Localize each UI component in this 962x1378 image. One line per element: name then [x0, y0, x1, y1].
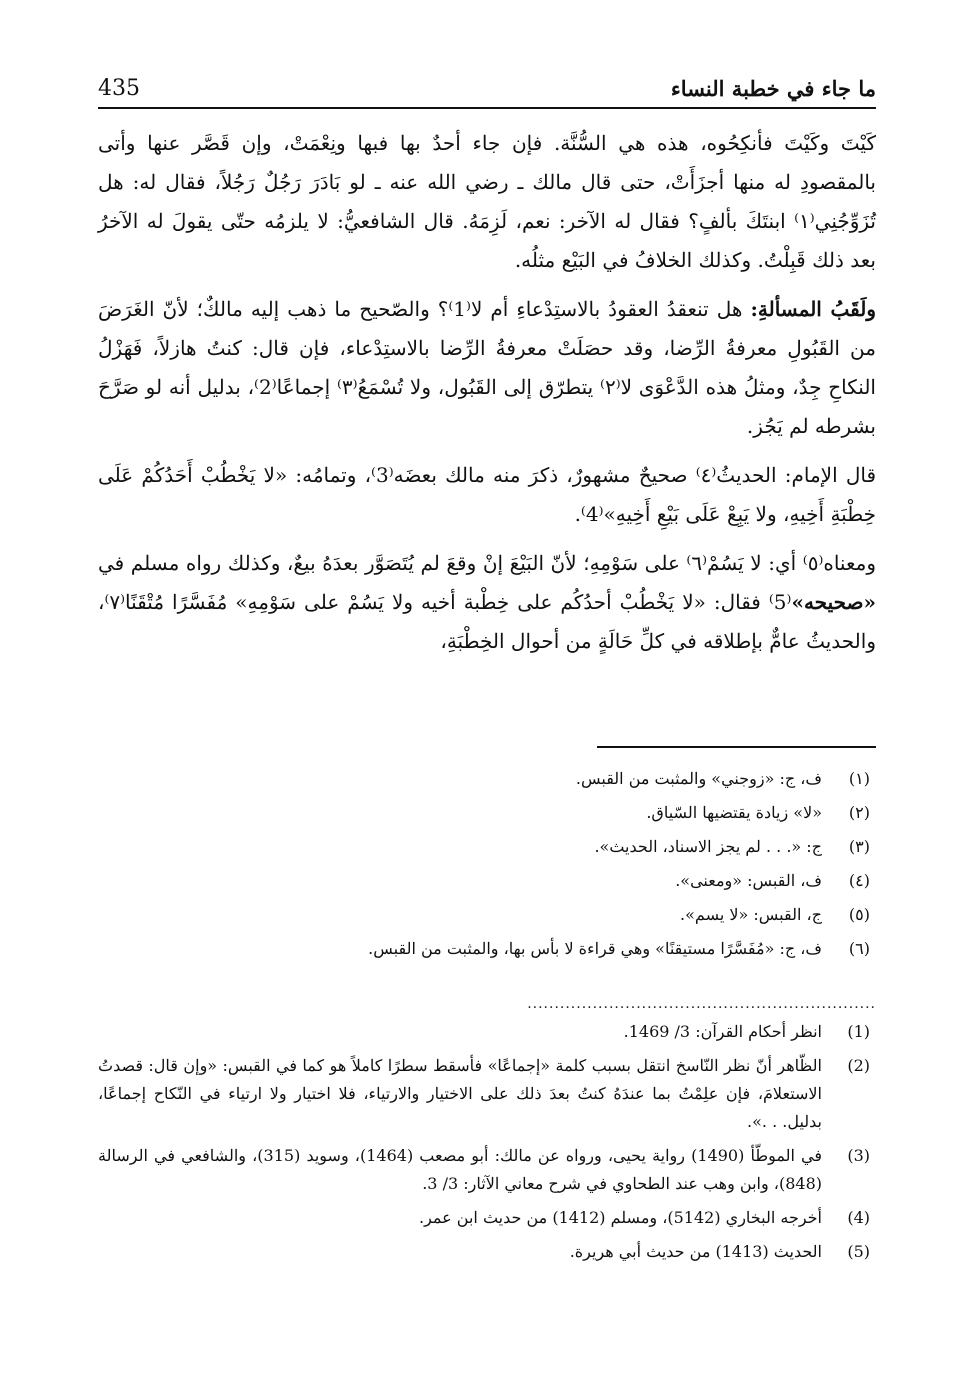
footnote-number: (٤) — [848, 871, 870, 890]
footnote-number: (٥) — [848, 905, 870, 924]
running-title: ما جاء في خطبة النساء — [670, 76, 876, 101]
footnote-text: في الموطّأ (1490) رواية يحيى، ورواه عن مالك: أبو مصعب (1464)، وسويد (315)، والشافعي في الرسالة (848)، وابن وهب عند الطحاوي في شرح معاني الآثار: 3/ 3. — [98, 1146, 822, 1193]
footnote-item — [98, 932, 876, 966]
footnote-item — [98, 864, 876, 898]
footnote-item — [98, 1238, 876, 1266]
paragraph-2-lead: ولَقَبُ المسألةِ: — [750, 297, 877, 321]
variant-footnotes — [98, 762, 876, 966]
footnote-item — [98, 1018, 876, 1046]
footnote-text: ج، القبس: «لا يسم». — [680, 905, 822, 924]
footnote-text: الحديث (1413) من حديث أبي هريرة. — [569, 1242, 822, 1261]
footnote-text: ف، القبس: «ومعنى». — [675, 871, 822, 890]
footnote-text: أخرجه البخاري (5142)، ومسلم (1412) من حديث ابن عمر. — [418, 1208, 822, 1227]
footnote-item — [98, 898, 876, 932]
book-title: «صحيحه» — [791, 590, 876, 614]
footnote-text: ف، ج: «مُفَسَّرًا مستيقنًا» وهي قراءة لا بأس بها، والمثبت من القبس. — [368, 939, 822, 958]
footnote-separator — [597, 746, 876, 748]
footnote-item — [98, 762, 876, 796]
footnote-item — [98, 796, 876, 830]
footnote-number: (1) — [847, 1022, 870, 1041]
page-header — [98, 64, 876, 104]
footnote-item — [98, 1204, 876, 1232]
footnote-item — [98, 830, 876, 864]
footnote-number: (2) — [847, 1056, 870, 1075]
paragraph-1: كَيْتَ وكَيْتَ فأنكِحُوه، هذه هي السُّنَّة. فإن جاء أحدٌ بها فبها ونِعْمَتْ، وإن قَصَّر عنها وأتى بالمقصودِ له منها أجزَأَتْ، حتى قال مالك ـ رضي الله عنه ـ لو بَادَرَ رَجُلٌ رَجُلاً، فقال له: هل تُزَوِّجُنِي⁽١⁾ ابنتَكَ بألفٍ؟ فقال له الآخر: نعم، لَزِمَهُ. قال الشافعيُّ: لا يلزمُه حتّى يقولَ له الآخرُ بعد ذلك قَبِلْتُ. وكذلك الخلافُ في البَيْع مثلُه. — [98, 131, 877, 272]
footnote-number: (٢) — [848, 803, 870, 822]
dotted-separator: ................................................................ — [527, 996, 876, 1012]
footnote-number: (5) — [847, 1242, 870, 1261]
footnote-number: (١) — [848, 769, 870, 788]
footnote-text: ج: «. . . لم يجز الاسناد، الحديث». — [594, 837, 822, 856]
editor-footnotes — [98, 1018, 876, 1272]
footnote-number: (٣) — [848, 837, 870, 856]
paragraph-4-b: ⁽5⁾ فقال: «لا يَخْطُبْ أحدُكُم على خِطْبة أخيه ولا يَسُمْ على سَوْمِهِ» مُفَسَّرًا مُتْقَنًا⁽٧⁾، والحديثُ عامٌّ بإطلاقه في كلِّ حَالَةٍ من أحوال الخِطْبَةِ، — [98, 590, 876, 653]
footnote-number: (4) — [847, 1208, 870, 1227]
footnote-text: انظر أحكام القرآن: 3/ 1469. — [623, 1022, 822, 1041]
paragraph-2-text: هل تنعقدُ العقودُ بالاستِدْعاءِ أم لا⁽1⁾؟ والصّحيح ما ذهب إليه مالكٌ؛ لأنّ الغَرَضَ من القَبُولِ معرفةُ الرِّضا، وقد حصَلَتْ معرفةُ الرِّضا بالاستِدْعاء، فإن قال: كنتُ هازلاً، فَهَزْلُ النكاحِ جِدٌ، ومثلُ هذه الدَّعْوَى لا⁽٢⁾ يتطرّق إلى القَبُول، ولا تُسْمَعُ⁽٣⁾ إجماعًا⁽2⁾، بدليل أنه لو صَرَّحَ بشرطه لم يَجُز. — [98, 297, 876, 438]
paragraph-2 — [98, 290, 876, 446]
paragraph-4 — [98, 544, 876, 661]
footnote-item — [98, 1142, 876, 1198]
footnote-text: «لا» زيادة يقتضيها السّياق. — [646, 803, 822, 822]
header-rule — [98, 107, 876, 109]
footnote-item — [98, 1052, 876, 1136]
footnote-text: ف، ج: «زوجني» والمثبت من القبس. — [575, 769, 822, 788]
paragraph-4-a: ومعناه⁽٥⁾ أي: لا يَسُمْ⁽٦⁾ على سَوْمِهِ؛ لأنّ البَيْعَ إنْ وقعَ لم يُتَصَوَّر بعدَهُ بيعٌ، وكذلك رواه مسلم في — [98, 551, 876, 575]
footnote-number: (٦) — [848, 939, 870, 958]
page-number: 435 — [98, 76, 140, 101]
footnote-number: (3) — [847, 1146, 870, 1165]
paragraph-3: قال الإمام: الحديثُ⁽٤⁾ صحيحٌ مشهورٌ، ذكرَ منه مالك بعضَه⁽3⁾، وتمامُه: «لا يَخْطُبْ أَحَدُكُمْ عَلَى خِطْبَةِ أَخِيهِ، ولا يَبِعْ عَلَى بَيْعِ أَخِيهِ»⁽4⁾. — [98, 463, 877, 526]
main-text — [98, 124, 876, 671]
footnote-text: الظّاهر أنّ نظر النّاسخ انتقل بسبب كلمة «إجماعًا» فأسقط سطرًا كاملاً هو كما في القبس: «وإن قال: قصدتُ الاستعلامَ، فإن علِمْتُ بما عندَهُ كنتُ بعدَ ذلك على الاختيار والارتياء، فلا اختيار ولا ارتياء في النّكاح إجماعًا، بدليل. . .». — [98, 1056, 822, 1131]
